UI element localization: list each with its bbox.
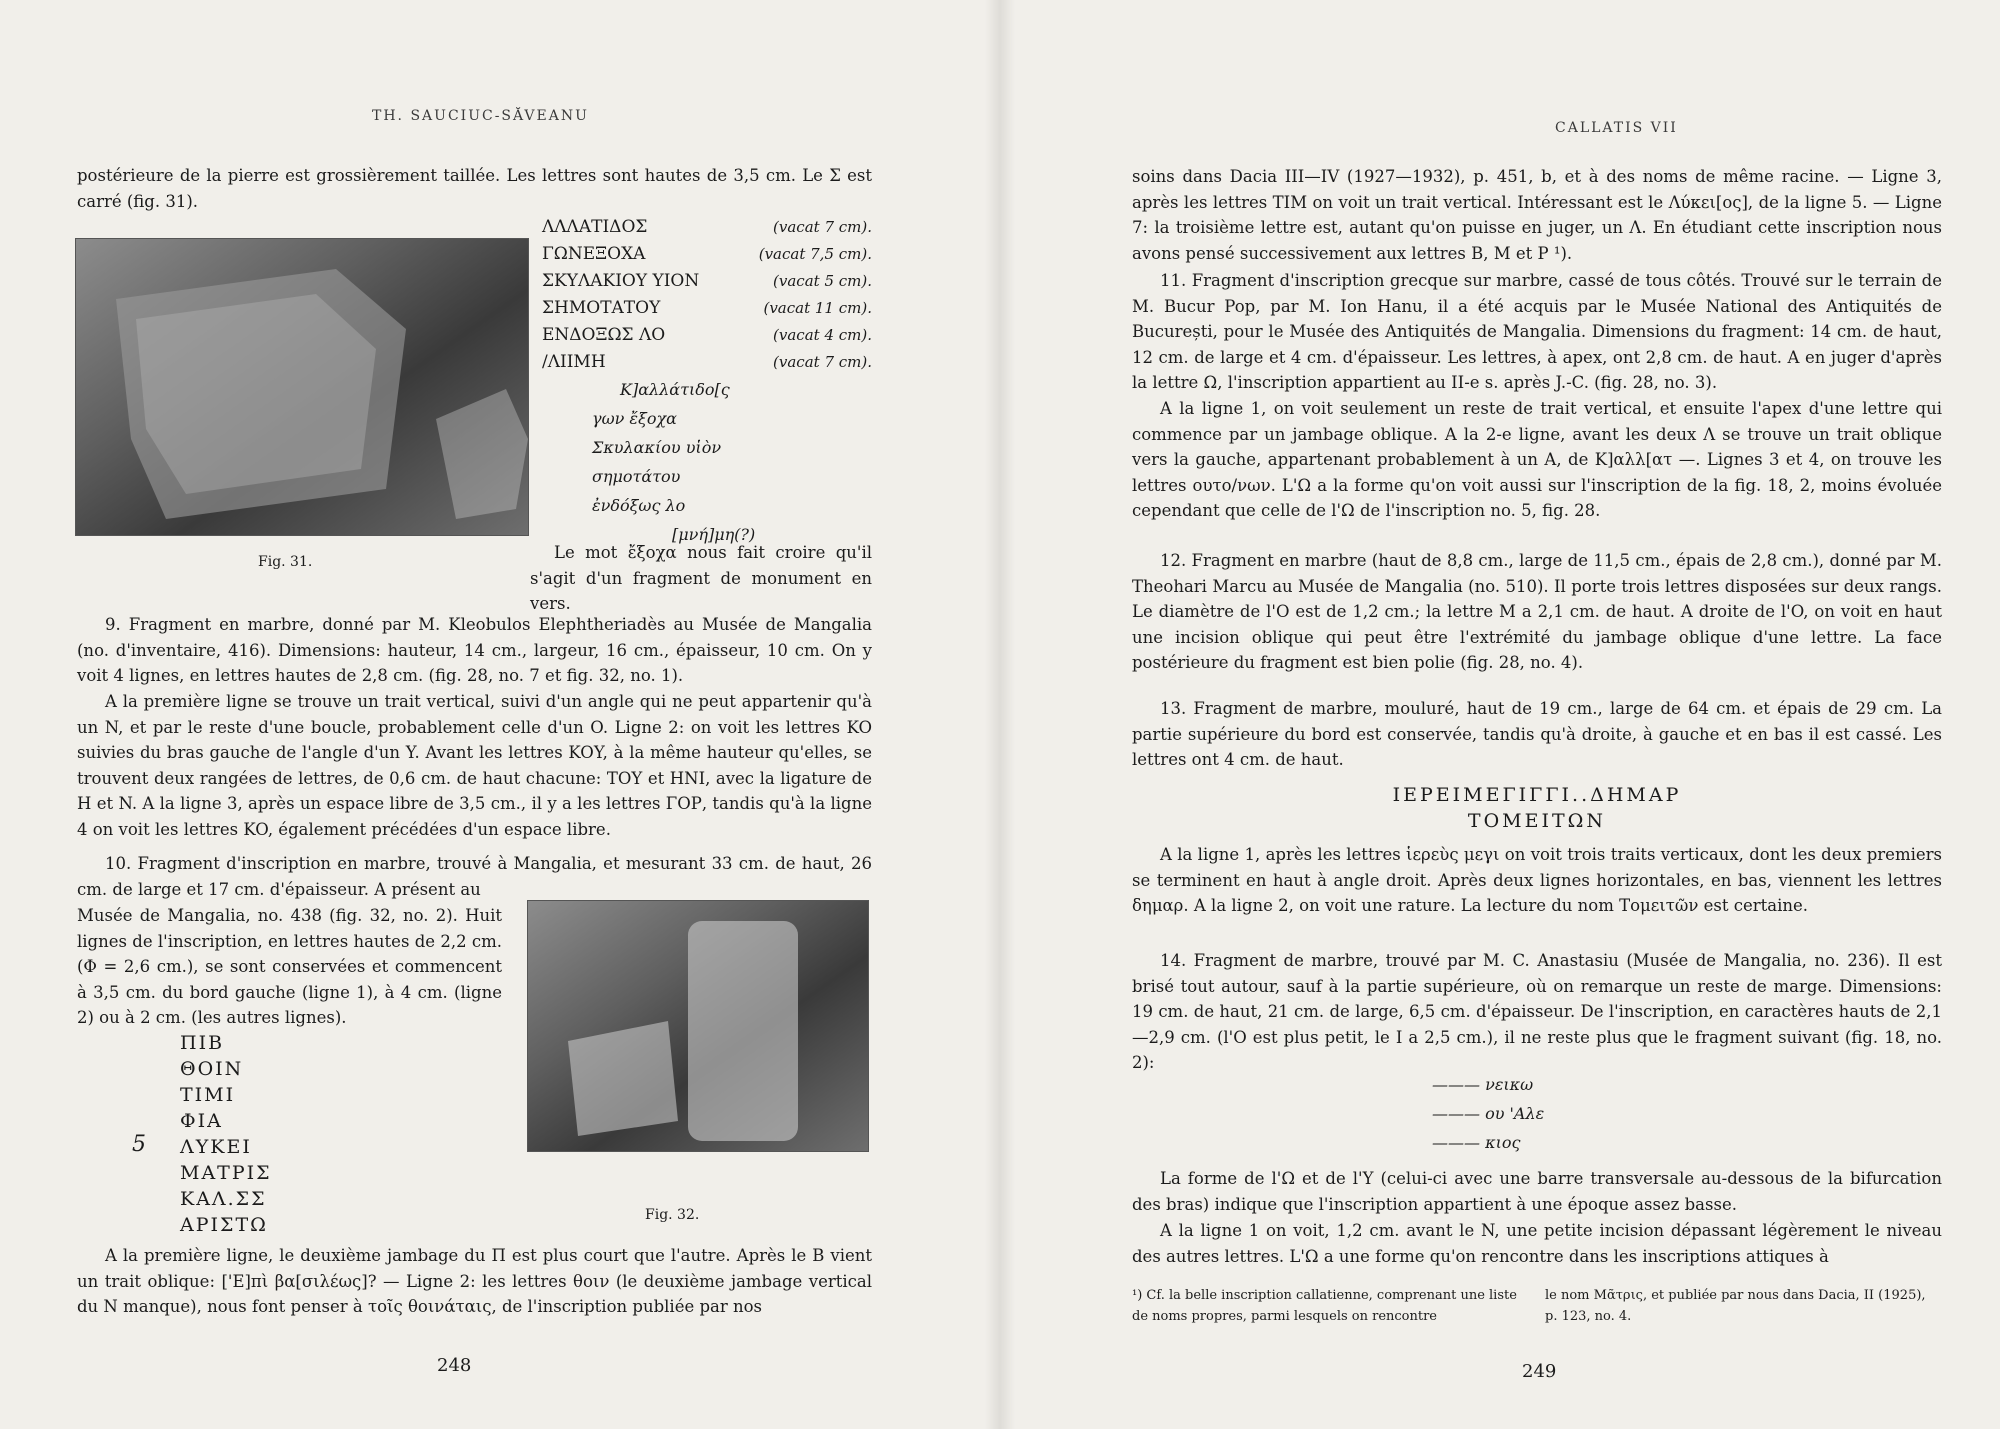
inscription-line: ΚΑΛ.ΣΣ bbox=[180, 1188, 267, 1210]
paragraph-11: 11. Fragment d'inscription grecque sur marbre, cassé de tous côtés. Trouvé sur le terrain de M. Bucur Pop, par M. Ion Hanu, il a été acquis par le Musée National des Antiquités de București, pour le Musée des Antiquités de Mangalia. Dimensions du fragment: 14 cm. de haut, 12 cm. de large et 4 cm. d'épaisseur. Les lettres, à apex, ont 2,8 cm. de haut. A en juger d'après la lettre Ω, l'inscription appartient au II-e s. après J.-C. (fig. 28, no. 3). bbox=[1132, 271, 1942, 392]
paragraph-12: 12. Fragment en marbre (haut de 8,8 cm., large de 11,5 cm., épais de 2,8 cm.), donné par M. Theohari Marcu au Musée de Mangalia (no. 510). Il porte trois lettres disposées sur deux rangs. Le diamètre de l'O est de 1,2 cm.; la lettre M a 2,1 cm. de haut. A droite de l'O, on voit en haut une incision oblique qui peut être l'extrémité du jambage oblique d'une lettre. La face postérieure du fragment est bien polie (fig. 28, no. 4). bbox=[1132, 551, 1942, 672]
page-number-right: 249 bbox=[1522, 1361, 1557, 1382]
paragraph-15-detail: A la ligne 1 on voit, 1,2 cm. avant le N, une petite incision dépassant légèrement le niveau des autres lettres. L'Ω a une forme qu'on rencontre dans les inscriptions attiques à bbox=[1132, 1221, 1942, 1266]
inscribed-fragments-icon bbox=[528, 901, 868, 1151]
inscription-10 bbox=[180, 1030, 272, 1238]
transcription-line: Σκυλακίου υἱὸν bbox=[592, 438, 722, 457]
footnote-1-part-a: ¹) Cf. la belle inscription callatienne, comprenant une liste de noms propres, parmi lesquels on rencontre bbox=[1132, 1288, 1517, 1324]
inscription-row: ΓΩΝΕΞΟΧΑ (vacat 7,5 cm). bbox=[542, 244, 872, 264]
paragraph-13-commentary: A la ligne 1, après les lettres ἱερεὺς μεγι on voit trois traits verticaux, dont les deux premiers se terminent en haut à angle droit. Après deux lignes horizontales, en bas, viennent les lettres δημαρ. A la ligne 2, on voit une rature. La lecture du nom Τομειτῶν est certaine. bbox=[1132, 845, 1942, 915]
paragraph-10-intro: 10. Fragment d'inscription en marbre, trouvé à Mangalia, et mesurant 33 cm. de haut, 26 cm. de large et 17 cm. d'épaisseur. A présent au bbox=[77, 854, 872, 899]
inscription-line: ΤΟΜΕΙΤΩΝ bbox=[1467, 810, 1607, 832]
paragraph-10-commentary: A la première ligne, le deuxième jambage du Π est plus court que l'autre. Après le B vient un trait oblique: ['E]πὶ βα[σιλέως]? — Ligne 2: les lettres θοιν (le deuxième jambage vertical du N manque), nous font penser à τοῖς θοινάταις, de l'inscription publiée par nos bbox=[77, 1246, 872, 1316]
margin-handwritten-mark: 5 bbox=[132, 1132, 146, 1157]
figure-31-caption: Fig. 31. bbox=[258, 554, 313, 570]
inscription-line: ΤΙΜΙ bbox=[180, 1084, 236, 1106]
running-header-left: TH. SAUCIUC-SĂVEANU bbox=[372, 108, 589, 124]
transcription-line: [μνή]μη(?) bbox=[672, 525, 756, 544]
inscription-row: ΣΚΥΛΑΚΙΟΥ ΥΙΟΝ (vacat 5 cm). bbox=[542, 271, 872, 291]
stone-fragment-icon bbox=[76, 239, 528, 535]
transcription-line: γων ἔξοχα bbox=[592, 409, 677, 428]
transcription-line: ——— νεικω bbox=[1432, 1075, 1534, 1094]
inscription-row: ΛΛΛΑΤΙΔΟΣ (vacat 7 cm). bbox=[542, 217, 872, 237]
running-header-right: CALLATIS VII bbox=[1555, 120, 1678, 136]
paragraph-intro: postérieure de la pierre est grossièrement taillée. Les lettres sont hautes de 3,5 cm. Le Σ est carré (fig. 31). bbox=[77, 166, 872, 211]
inscription-line: ΑΡΙΣΤΩ bbox=[180, 1214, 268, 1236]
paragraph-9-detail: A la première ligne se trouve un trait vertical, suivi d'un angle qui ne peut appartenir qu'à un N, et par le reste d'une boucle, probablement celle d'un O. Ligne 2: on voit les lettres KO suivies du bras gauche de l'angle d'un Y. Avant les lettres KOY, à la même hauteur qu'elles, se trouvent deux rangées de lettres, de 0,6 cm. de haut chacune: TOY et HNI, avec la ligature de H et N. A la ligne 3, après un espace libre de 3,5 cm., il y a les lettres ΓΟΡ, tandis qu'à la ligne 4 on voit les lettres KO, également précédées d'un espace libre. bbox=[77, 692, 872, 839]
inscription-13 bbox=[1132, 782, 1942, 834]
paragraph-13: 13. Fragment de marbre, mouluré, haut de 19 cm., large de 64 cm. et épais de 29 cm. La partie supérieure du bord est conservée, tandis qu'à droite, à gauche et en bas il est cassé. Les lettres ont 4 cm. de haut. bbox=[1132, 699, 1942, 769]
inscription-row: ΣΗΜΟΤΑΤΟΥ (vacat 11 cm). bbox=[542, 298, 872, 318]
paragraph-11-detail: A la ligne 1, on voit seulement un reste de trait vertical, et ensuite l'apex d'une lettre qui commence par un jambage oblique. A la 2-e ligne, avant les deux Λ se trouve un trait oblique vers la gauche, appartenant probablement à un A, de Κ]αλλ[ατ —. Lignes 3 et 4, on trouve les lettres ουτο/νων. L'Ω a la forme qu'on voit aussi sur l'inscription de la fig. 18, 2, moins évoluée cependant que celle de l'Ω de l'inscription no. 5, fig. 28. bbox=[1132, 399, 1942, 520]
inscription-8-minuscule bbox=[592, 375, 755, 549]
inscription-8-majuscule bbox=[542, 214, 872, 376]
paragraph-14: 14. Fragment de marbre, trouvé par M. C. Anastasiu (Musée de Mangalia, no. 236). Il est brisé tout autour, sauf à la partie supérieure, où on remarque un reste de marge. Dimensions: 19 cm. de haut, 21 cm. de large, 6,5 cm. d'épaisseur. De l'inscription, en caractères hauts de 2,1—2,9 cm. (l'O est plus petit, le I a 2,5 cm.), il ne reste plus que le fragment suivant (fig. 18, no. 2): bbox=[1132, 951, 1942, 1072]
paragraph-9: 9. Fragment en marbre, donné par M. Kleobulos Elephtheriadès au Musée de Mangalia (no. d'inventaire, 416). Dimensions: hauteur, 14 cm., largeur, 16 cm., épaisseur, 10 cm. On y voit 4 lignes, en lettres hautes de 2,8 cm. (fig. 28, no. 7 et fig. 32, no. 1). bbox=[77, 615, 872, 685]
inscription-line: ΛΥΚΕΙ bbox=[180, 1136, 252, 1158]
transcription-line: ——— ου 'Αλε bbox=[1432, 1104, 1545, 1123]
paragraph-15: La forme de l'Ω et de l'Y (celui-ci avec une barre transversale au-dessous de la bifurcation des bras) indique que l'inscription appartient à une époque assez basse. bbox=[1132, 1169, 1942, 1214]
figure-32-photo bbox=[527, 900, 869, 1152]
transcription-line: σημοτάτου bbox=[592, 467, 681, 486]
transcription-line: ἐνδόξως λο bbox=[592, 496, 686, 515]
inscription-row: /ΛΙΙΜΗ (vacat 7 cm). bbox=[542, 352, 872, 372]
paragraph-continuation: soins dans Dacia III—IV (1927—1932), p. 451, b, et à des noms de même racine. — Ligne 3, après les lettres TIM on voit un trait vertical. Intéressant est le Λύκει[ος], de la ligne 5. — Ligne 7: la troisième lettre est, autant qu'on puisse en juger, un Λ. En étudiant cette inscription nous avons pensé successivement aux lettres B, M et P ¹). bbox=[1132, 167, 1942, 263]
transcription-line: Κ]αλλάτιδο[ς bbox=[620, 380, 730, 399]
paragraph-mot: Le mot ἔξοχα nous fait croire qu'il s'agit d'un fragment de monument en vers. bbox=[530, 543, 872, 613]
page-number-left: 248 bbox=[437, 1355, 472, 1376]
inscription-line: ΦΙΑ bbox=[180, 1110, 223, 1132]
page-249 bbox=[1000, 0, 2000, 1429]
inscription-line: ΙΕΡΕΙΜΕΓΙΓΓΙ..ΔΗΜΑΡ bbox=[1392, 784, 1682, 806]
inscription-line: ΠΙΒ bbox=[180, 1032, 225, 1054]
inscription-14 bbox=[1432, 1070, 1544, 1157]
figure-32-caption: Fig. 32. bbox=[645, 1207, 700, 1223]
figure-31-photo bbox=[75, 238, 529, 536]
transcription-line: ——— κιος bbox=[1432, 1133, 1521, 1152]
inscription-line: ΘΟΙΝ bbox=[180, 1058, 244, 1080]
paragraph-10: Musée de Mangalia, no. 438 (fig. 32, no. 2). Huit lignes de l'inscription, en lettres hautes de 2,2 cm. (Φ = 2,6 cm.), se sont conservées et commencent à 3,5 cm. du bord gauche (ligne 1), à 4 cm. (ligne 2) ou à 2 cm. (les autres lignes). bbox=[77, 906, 502, 1027]
footnote-1-part-b: le nom Μᾶτρις, et publiée par nous dans Dacia, II (1925), p. 123, no. 4. bbox=[1545, 1288, 1926, 1324]
inscription-row: ΕΝΔΟΞΩΣ ΛΟ (vacat 4 cm). bbox=[542, 325, 872, 345]
inscription-line: ΜΑΤΡΙΣ bbox=[180, 1162, 272, 1184]
